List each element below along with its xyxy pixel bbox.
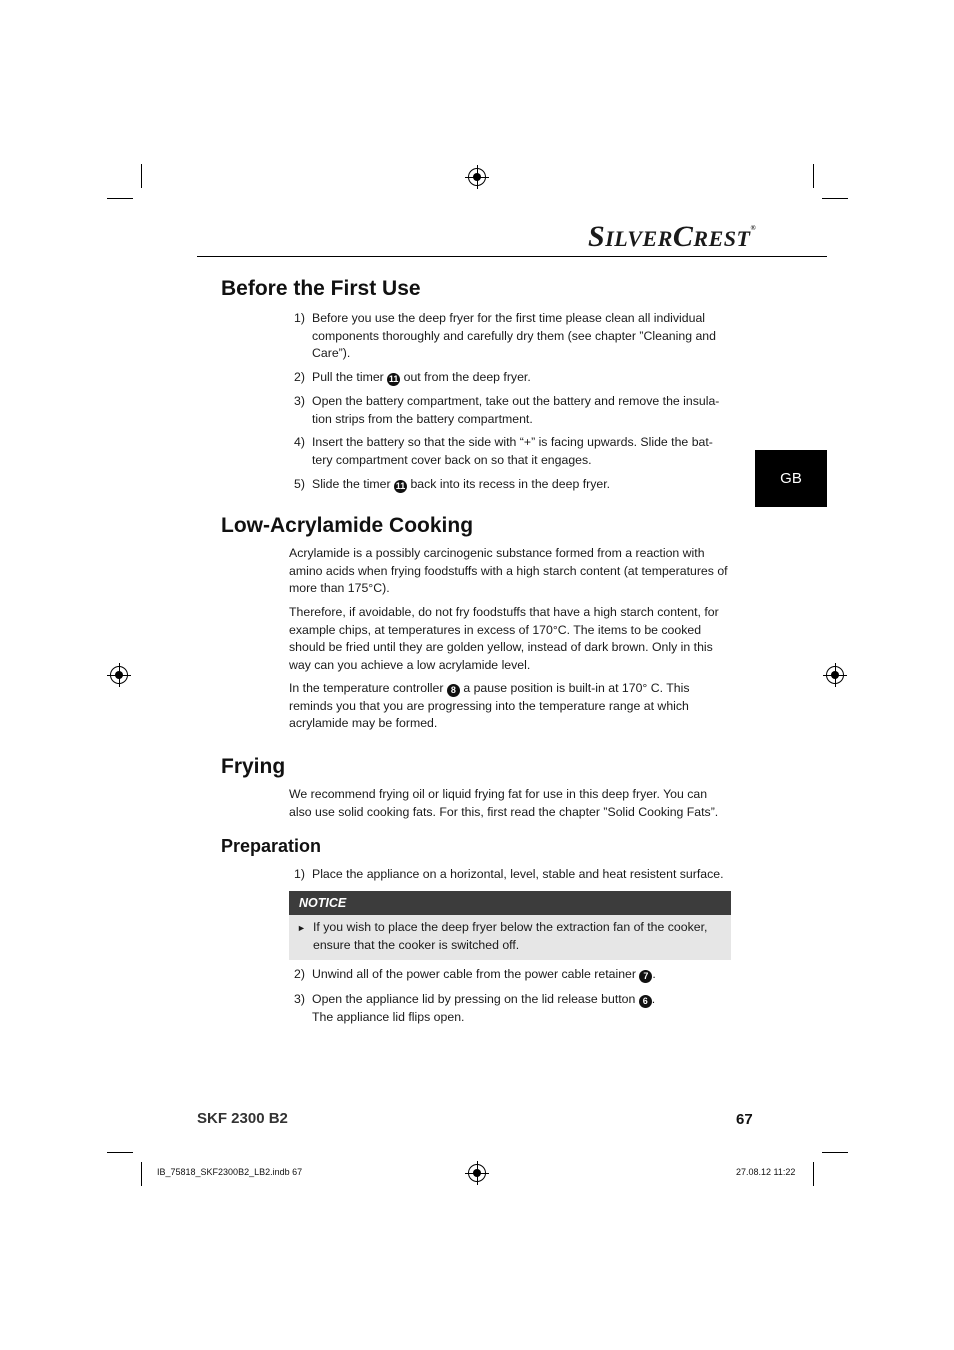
- registration-mark-icon: [468, 1164, 486, 1182]
- registration-mark-icon: [110, 666, 128, 684]
- paragraph: Acrylamide is a possibly carcinogenic substance formed from a reaction with amino acids when frying foodstuffs with a high starch content (at temperatures of more than 175°C).: [289, 546, 728, 595]
- section-title-frying: Frying: [221, 755, 286, 778]
- crop-mark: [107, 1152, 133, 1153]
- silvercrest-logo: SILVERCREST®: [588, 220, 757, 253]
- reference-number-icon: 7: [639, 970, 652, 983]
- bullet-arrow-icon: ►: [297, 923, 306, 933]
- reference-number-icon: 11: [388, 374, 399, 384]
- crop-mark: [822, 1152, 848, 1153]
- paragraph: In the temperature controller 8 a pause position is built-in at 170° C. This reminds you that you are progressing into the temperature range at which acrylamide may be formed.: [289, 681, 690, 730]
- crop-mark: [141, 164, 142, 188]
- list-item: 1) Place the appliance on a horizontal, level, stable and heat resistent surface.: [294, 867, 724, 881]
- print-slug-date: 27.08.12 11:22: [736, 1167, 796, 1177]
- list-item: 2) Unwind all of the power cable from the power cable retainer 7 .: [294, 967, 656, 981]
- notice-body: ► If you wish to place the deep fryer below the extraction fan of the cooker, ensure that the cooker is switched off.: [289, 915, 731, 960]
- reference-number-icon: 6: [639, 995, 652, 1008]
- section-title-acrylamide: Low-Acrylamide Cooking: [221, 514, 474, 537]
- page-number: 67: [736, 1111, 753, 1128]
- subsection-title-preparation: Preparation: [221, 836, 322, 856]
- crop-mark: [813, 164, 814, 188]
- crop-mark: [141, 1162, 142, 1186]
- reference-number-icon: 8: [447, 684, 460, 697]
- list-item: 3) Open the appliance lid by pressing on the lid release button 6 . The appliance lid flips open.: [294, 992, 656, 1024]
- language-tab: GB: [755, 450, 827, 507]
- registration-mark-icon: [468, 168, 486, 186]
- reference-number-icon: 11: [395, 481, 406, 491]
- list-item: 1) Before you use the deep fryer for the first time please clean all individual components thoroughly and carefully dry them (see chapter ”Cleaning and Care”).: [294, 311, 716, 360]
- paragraph: Therefore, if avoidable, do not fry foodstuffs that have a high starch content, for example chips, at temperatures in excess of 170°C. The items to be cooked should be fried until they are golden yellow, instead of dark brown. Only in this way can you achieve a low acrylamide level.: [289, 605, 719, 672]
- notice-header: NOTICE: [289, 891, 731, 915]
- crop-mark: [813, 1162, 814, 1186]
- list-item: 5) Slide the timer 11 back into its recess in the deep fryer.: [294, 477, 611, 491]
- section-title-first-use: Before the First Use: [221, 277, 421, 300]
- header-rule: [197, 256, 827, 257]
- crop-mark: [822, 198, 848, 199]
- list-item: 4) Insert the battery so that the side with “+” is facing upwards. Slide the bat-tery compartment cover back on so that it engages.: [294, 435, 713, 467]
- list-item: 3) Open the battery compartment, take out the battery and remove the insula-tion strips from the battery compartment.: [294, 394, 720, 426]
- footer-model: SKF 2300 B2: [197, 1110, 288, 1127]
- list-item: 2) Pull the timer 11 out from the deep fryer.: [294, 370, 531, 384]
- registration-mark-icon: [826, 666, 844, 684]
- crop-mark: [107, 198, 133, 199]
- print-slug-file: IB_75818_SKF2300B2_LB2.indb 67: [157, 1167, 303, 1177]
- paragraph: We recommend frying oil or liquid frying fat for use in this deep fryer. You can also use solid cooking fats. For this, first read the chapter ”Solid Cooking Fats”.: [289, 787, 719, 819]
